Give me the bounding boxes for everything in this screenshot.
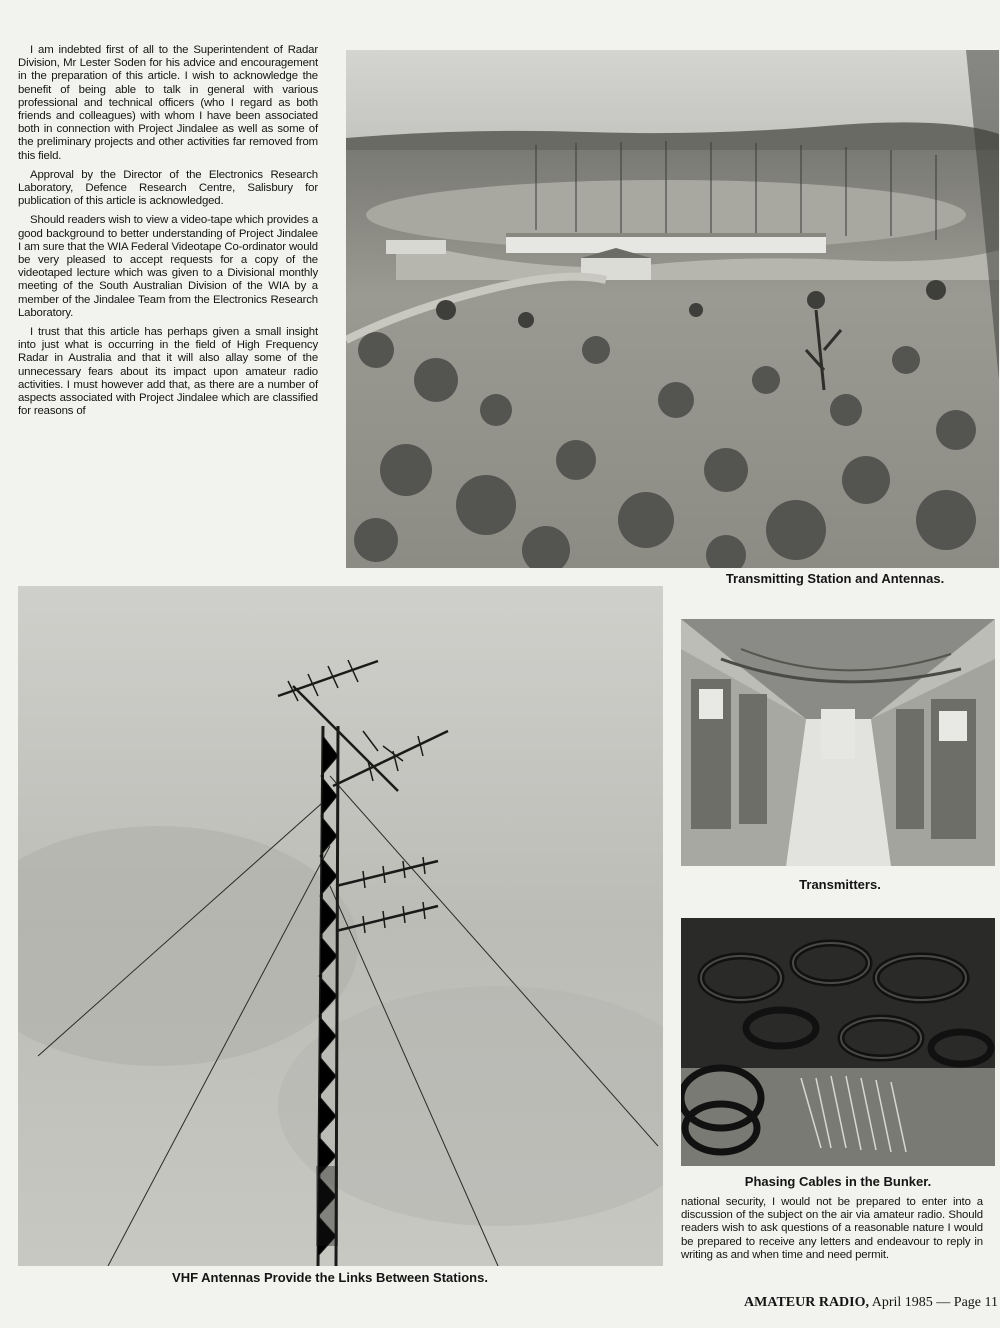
caption-transmitters: Transmitters. bbox=[799, 877, 881, 892]
article-paragraph: national security, I would not be prepared to enter into a discussion of the subject on the air via amateur radio. Should readers wish to ask questions of a reasonable nature I would be prepared to receive any letters and endeavour to reply in writing as and when time and need permit. bbox=[681, 1196, 983, 1261]
phasing-cables-photo bbox=[681, 918, 995, 1166]
caption-phasing-cables: Phasing Cables in the Bunker. bbox=[744, 1174, 932, 1189]
article-paragraph: Approval by the Director of the Electronics Research Laboratory, Defence Research Centre, Salisbury for publication of this article is acknowledged. bbox=[18, 168, 318, 208]
article-paragraph: I am indebted first of all to the Superintendent of Radar Division, Mr Lester Soden for his advice and encouragement in the preparation of this article. I wish to acknowledge the benefit of being able to talk in general with various professional and technical officers (who I regard as both friends and colleagues) with whom I have been associated both in connection with Project Jindalee as well as some of the preliminary projects and other activities far removed from this field. bbox=[18, 44, 318, 162]
caption-vhf-antennas: VHF Antennas Provide the Links Between Stations. bbox=[172, 1270, 488, 1285]
caption-transmitting-station: Transmitting Station and Antennas. bbox=[725, 571, 945, 586]
issue-page: April 1985 — Page 11 bbox=[871, 1295, 998, 1310]
publication-name: AMATEUR RADIO, bbox=[744, 1295, 870, 1310]
transmitters-photo bbox=[681, 619, 995, 866]
vhf-antennas-photo bbox=[18, 586, 663, 1266]
article-column-left bbox=[18, 44, 318, 424]
transmitting-station-photo bbox=[346, 50, 999, 568]
article-paragraph: I trust that this article has perhaps given a small insight into just what is occurring in the field of High Frequency Radar in Australia and that it will also allay some of the unnecessary fears about its impact upon amateur radio activities. I must however add that, as there are a number of aspects associated with Project Jindalee which are classified for reasons of bbox=[18, 326, 318, 418]
article-column-right bbox=[681, 1196, 983, 1268]
page-footer bbox=[744, 1295, 998, 1311]
article-paragraph: Should readers wish to view a video-tape which provides a good background to better understanding of Project Jindalee I am sure that the WIA Federal Videotape Co-ordinator would be very pleased to accept requests for a copy of the videotaped lecture which was given to a Divisional monthly meeting of the South Australian Division of the WIA by a member of the Jindalee Team from the Electronics Research Laboratory. bbox=[18, 214, 318, 319]
